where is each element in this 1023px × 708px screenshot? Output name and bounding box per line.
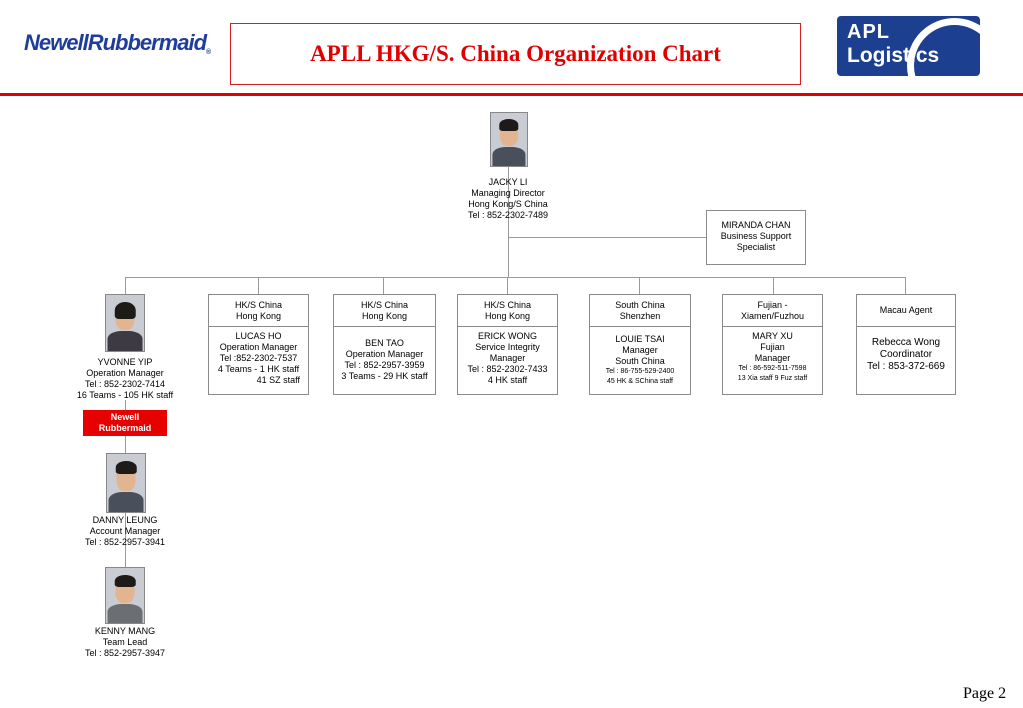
connector-line: [258, 277, 259, 294]
connector-line: [905, 277, 906, 294]
page-title: APLL HKG/S. China Organization Chart: [310, 41, 721, 66]
yvonne-yip-card: [58, 357, 192, 401]
photo-jacky-li: [490, 112, 528, 167]
jacky-li-location: Hong Kong/S China: [468, 199, 548, 209]
connector-line: [383, 277, 384, 294]
org-box-body: Rebecca Wong Coordinator Tel : 853-372-669: [867, 337, 945, 372]
kenny-mang-card: [58, 626, 192, 659]
newell-rubbermaid-badge: [83, 410, 167, 436]
connector-line: [125, 277, 126, 294]
org-box-header: HK/S China Hong Kong: [334, 295, 435, 327]
title-box: [230, 23, 801, 85]
photo-danny-leung: [106, 453, 146, 513]
org-box-body: MARY XU Fujian Manager Tel : 86-592-511-7598 13 Xia staff 9 Fuz staff: [737, 331, 808, 382]
miranda-chan-line1: Business Support: [720, 231, 792, 241]
org-box-header: Fujian - Xiamen/Fuzhou: [723, 295, 822, 327]
photo-yvonne-yip: [105, 294, 145, 352]
org-box-body: LUCAS HO Operation Manager Tel :852-2302-7537 4 Teams - 1 HK staff 41 SZ staff: [217, 331, 300, 385]
danny-leung-tel: Tel : 852-2957-3941: [84, 537, 166, 547]
yvonne-yip-tel: Tel : 852-2302-7414: [84, 379, 166, 389]
connector-line: [508, 237, 706, 238]
org-box-ben-tao: [333, 294, 436, 395]
danny-leung-role: Account Manager: [89, 526, 161, 536]
jacky-li-card: [440, 177, 576, 221]
badge-line2: Rubbermaid: [98, 423, 152, 433]
org-box-erick-wong: [457, 294, 558, 395]
org-box-header: Macau Agent: [857, 295, 955, 327]
kenny-mang-tel: Tel : 852-2957-3947: [84, 648, 166, 658]
org-box-header: HK/S China Hong Kong: [458, 295, 557, 327]
yvonne-yip-info: 16 Teams - 105 HK staff: [76, 390, 174, 400]
org-box-lucas-ho: [208, 294, 309, 395]
danny-leung-name: DANNY LEUNG: [92, 515, 158, 525]
org-box-body: BEN TAO Operation Manager Tel : 852-2957-3959 3 Teams - 29 HK staff: [341, 338, 428, 381]
org-box-header: South China Shenzhen: [590, 295, 690, 327]
newell-rubbermaid-logo: NewellRubbermaid®: [24, 30, 211, 56]
header-divider: [0, 93, 1023, 96]
jacky-li-name: JACKY LI: [488, 177, 528, 187]
org-box-louie-tsai: [589, 294, 691, 395]
logo-line2: Logistics: [847, 44, 940, 67]
newell-logo-text: NewellRubbermaid: [24, 30, 207, 55]
connector-line: [125, 277, 906, 278]
badge-line1: Newell: [110, 412, 140, 422]
org-box-macau-agent: [856, 294, 956, 395]
logo-line1: APL: [847, 21, 890, 43]
miranda-chan-line2: Specialist: [736, 242, 776, 252]
miranda-chan-name: MIRANDA CHAN: [721, 220, 791, 230]
page-number: Page 2: [963, 685, 1007, 702]
kenny-mang-role: Team Lead: [102, 637, 148, 647]
miranda-chan-box: [706, 210, 806, 265]
jacky-li-tel: Tel : 852-2302-7489: [467, 210, 549, 220]
org-box-header: HK/S China Hong Kong: [209, 295, 308, 327]
danny-leung-card: [58, 515, 192, 548]
org-box-mary-xu: [722, 294, 823, 395]
apl-logistics-logo: [837, 16, 980, 76]
photo-kenny-mang: [105, 567, 145, 624]
jacky-li-role: Managing Director: [471, 188, 545, 198]
org-box-body: LOUIE TSAI Manager South China Tel : 86-755-529-2400 45 HK & SChina staff: [605, 334, 675, 385]
org-box-body: ERICK WONG Service Integrity Manager Tel : 852-2302-7433 4 HK staff: [467, 331, 548, 385]
kenny-mang-name: KENNY MANG: [94, 626, 156, 636]
yvonne-yip-name: YVONNE YIP: [97, 357, 153, 367]
yvonne-yip-role: Operation Manager: [86, 368, 164, 378]
connector-line: [773, 277, 774, 294]
connector-line: [639, 277, 640, 294]
connector-line: [507, 277, 508, 294]
